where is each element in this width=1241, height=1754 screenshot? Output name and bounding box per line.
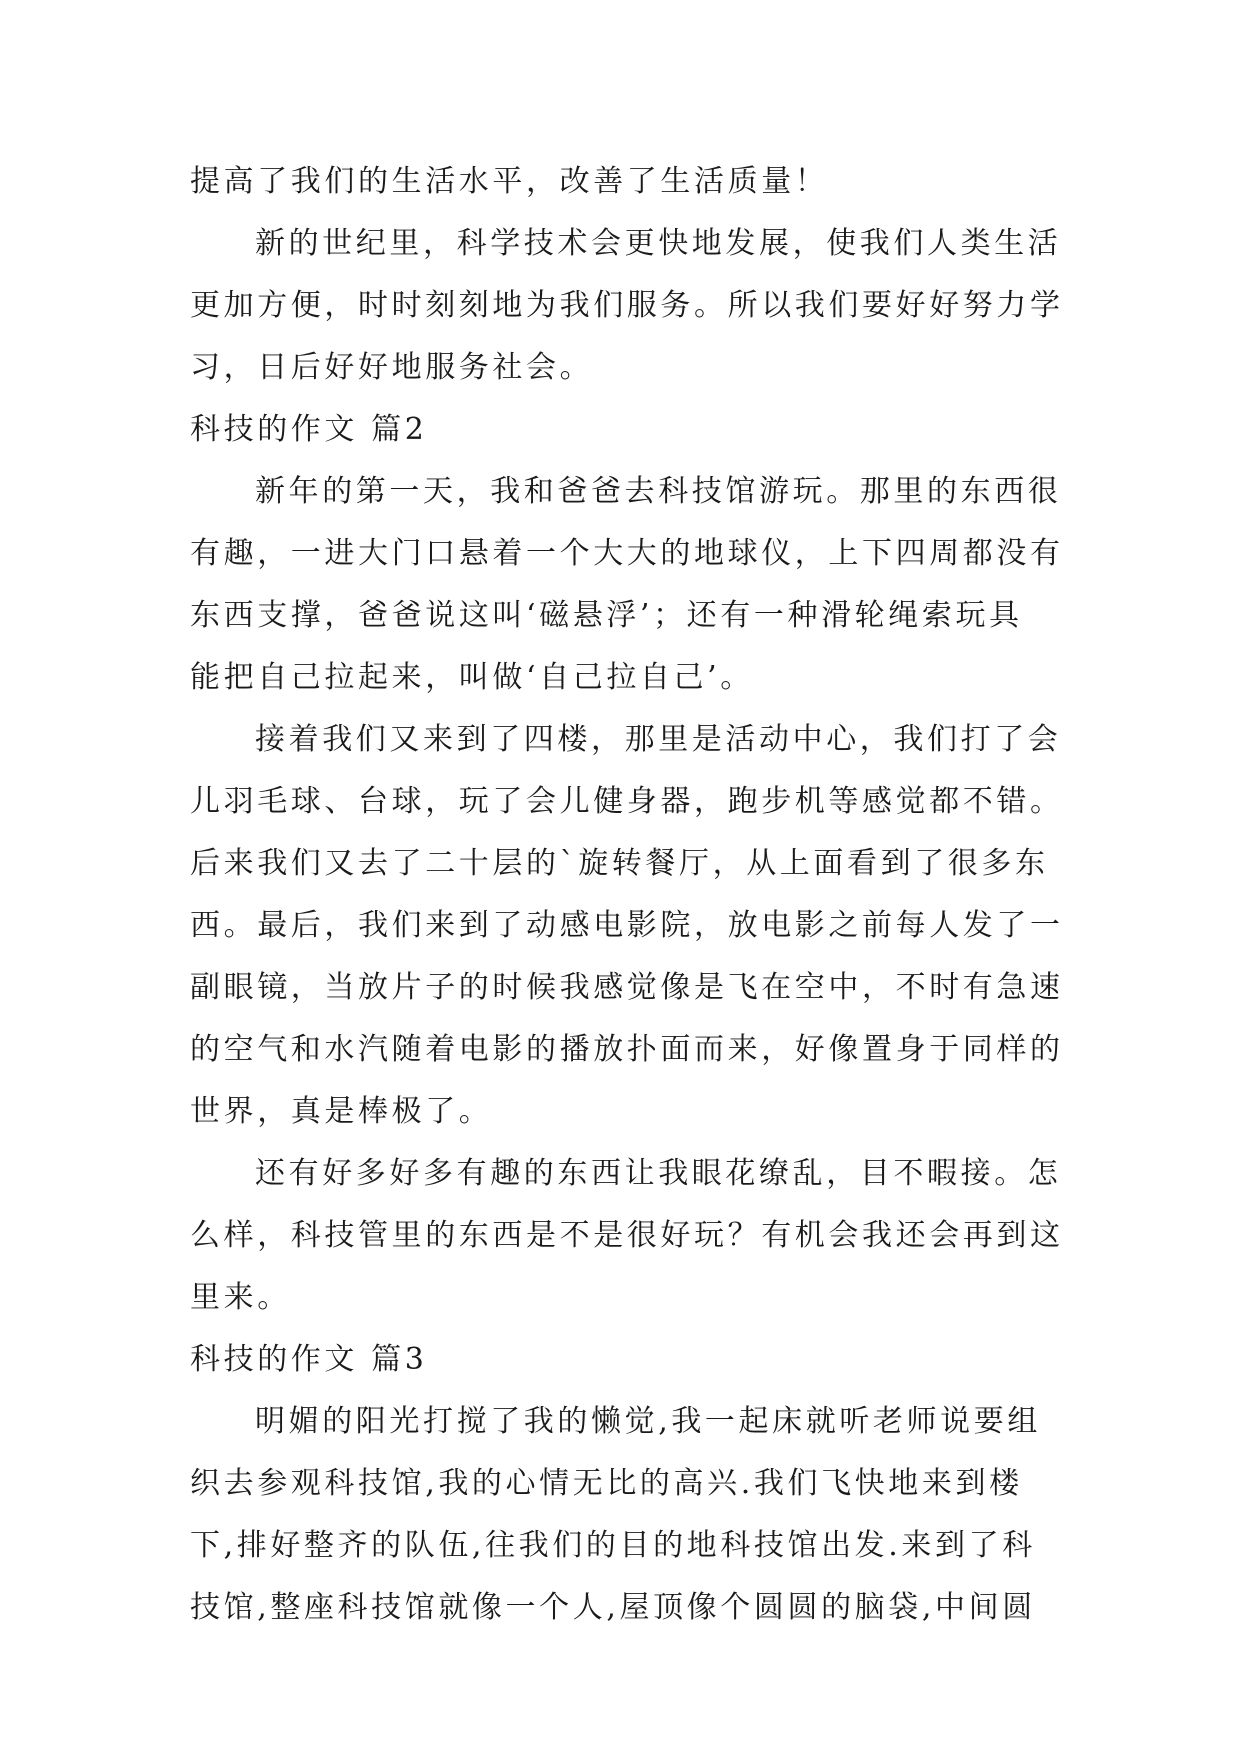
paragraph-line: 有趣，一进大门口悬着一个大大的地球仪，上下四周都没有 xyxy=(190,536,1064,571)
paragraph-line: 还有好多好多有趣的东西让我眼花缭乱，目不暇接。怎 xyxy=(255,1156,1062,1191)
paragraph-line: 新的世纪里，科学技术会更快地发展，使我们人类生活 xyxy=(255,226,1062,261)
section-heading: 科技的作文 篇3 xyxy=(190,1342,428,1377)
paragraph-line: 后来我们又去了二十层的`旋转餐厅，从上面看到了很多东 xyxy=(190,846,1049,881)
paragraph-line: 更加方便，时时刻刻地为我们服务。所以我们要好好努力学 xyxy=(190,288,1064,323)
paragraph-line: 下,排好整齐的队伍,往我们的目的地科技馆出发.来到了科 xyxy=(190,1528,1036,1563)
paragraph-line: 东西支撑，爸爸说这叫‘磁悬浮’；还有一种滑轮绳索玩具 xyxy=(190,598,1023,633)
paragraph-line: 新年的第一天，我和爸爸去科技馆游玩。那里的东西很 xyxy=(255,474,1062,509)
paragraph-line: 织去参观科技馆,我的心情无比的高兴.我们飞快地来到楼 xyxy=(190,1466,1023,1501)
paragraph-line: 能把自己拉起来，叫做‘自己拉自己’。 xyxy=(190,660,754,695)
paragraph-line: 接着我们又来到了四楼，那里是活动中心，我们打了会 xyxy=(255,722,1062,757)
paragraph-line: 世界，真是棒极了。 xyxy=(190,1094,493,1129)
paragraph-line: 习，日后好好地服务社会。 xyxy=(190,350,594,385)
section-heading: 科技的作文 篇2 xyxy=(190,412,428,447)
paragraph-line: 西。最后，我们来到了动感电影院，放电影之前每人发了一 xyxy=(190,908,1064,943)
paragraph-line: 提高了我们的生活水平，改善了生活质量！ xyxy=(190,164,829,199)
paragraph-line: 技馆,整座科技馆就像一个人,屋顶像个圆圆的脑袋,中间圆 xyxy=(190,1590,1036,1625)
paragraph-line: 的空气和水汽随着电影的播放扑面而来，好像置身于同样的 xyxy=(190,1032,1064,1067)
paragraph-line: 儿羽毛球、台球，玩了会儿健身器，跑步机等感觉都不错。 xyxy=(190,784,1064,819)
paragraph-line: 明媚的阳光打搅了我的懒觉,我一起床就听老师说要组 xyxy=(255,1404,1041,1439)
paragraph-line: 里来。 xyxy=(190,1280,291,1315)
paragraph-line: 么样，科技管里的东西是不是很好玩？有机会我还会再到这 xyxy=(190,1218,1064,1253)
paragraph-line: 副眼镜，当放片子的时候我感觉像是飞在空中，不时有急速 xyxy=(190,970,1064,1005)
